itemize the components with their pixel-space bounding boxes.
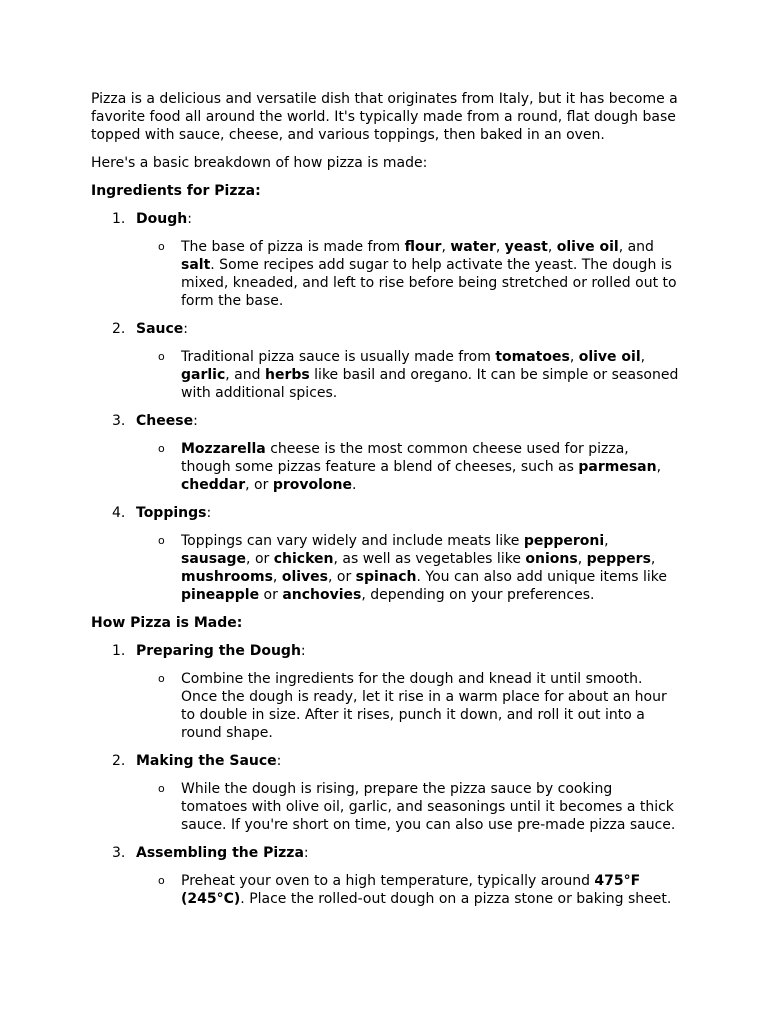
text-run: , and	[618, 239, 654, 255]
text-run: ,	[604, 533, 609, 549]
bullet-item	[91, 670, 691, 742]
text-run: ,	[640, 349, 646, 365]
text-run: or	[259, 587, 283, 603]
bold-term: mushrooms	[181, 569, 273, 585]
list-item	[91, 504, 691, 522]
breakdown-intro: Here's a basic breakdown of how pizza is made:	[91, 155, 428, 171]
bold-term: peppers	[586, 551, 651, 567]
bold-term: yeast	[504, 239, 548, 255]
bullet-marker: o	[158, 874, 165, 887]
text-run: ,	[656, 459, 662, 475]
text-run: , or	[245, 477, 273, 493]
text-run: , or	[246, 551, 274, 567]
bullet-item	[91, 238, 691, 310]
item-title: Toppings	[136, 505, 207, 521]
bullet-marker: o	[158, 782, 165, 795]
text-run: ,	[577, 551, 587, 567]
bold-term: flour	[404, 239, 442, 255]
bullet-item	[91, 440, 691, 494]
bold-term: olives	[281, 569, 328, 585]
bold-term: water	[450, 239, 496, 255]
bold-term: onions	[525, 551, 578, 567]
bold-term: olive oil	[556, 239, 619, 255]
item-title: Cheese	[136, 413, 194, 429]
bold-term: Mozzarella	[181, 441, 266, 457]
text-run: ,	[547, 239, 557, 255]
document-page	[91, 90, 691, 918]
bullet-marker: o	[158, 534, 165, 547]
list-number: 1.	[112, 643, 126, 659]
text-run: , depending on your preferences.	[361, 587, 595, 603]
text-run: Combine the ingredients for the dough and knead it until smooth. Once the dough is ready, let it rise in a warm place for about an hour to double in size. After it rises, punch it down, and roll it out into a round shape.	[181, 671, 667, 741]
text-run: ,	[650, 551, 656, 567]
bold-term: salt	[181, 257, 211, 273]
list-number: 2.	[112, 753, 126, 769]
text-run: . Some recipes add sugar to help activate the yeast. The dough is mixed, kneaded, and left to rise before being stretched or rolled out to form the base.	[181, 257, 677, 309]
item-title-suffix: :	[183, 321, 189, 337]
bullet-item	[91, 780, 691, 834]
bullet-marker: o	[158, 672, 165, 685]
item-title: Making the Sauce	[136, 753, 277, 769]
bold-term: cheddar	[181, 477, 246, 493]
bold-term: anchovies	[282, 587, 362, 603]
bold-term: pineapple	[181, 587, 260, 603]
list-number: 1.	[112, 211, 126, 227]
section-heading: How Pizza is Made:	[91, 615, 243, 631]
text-run: . Place the rolled-out dough on a pizza stone or baking sheet.	[240, 891, 672, 907]
item-title-suffix: :	[206, 505, 212, 521]
item-title-suffix: :	[187, 211, 192, 227]
item-title: Preparing the Dough	[136, 643, 301, 659]
text-run: The base of pizza is made from	[181, 239, 405, 255]
bullet-item	[91, 532, 691, 604]
text-run: ,	[441, 239, 451, 255]
text-run: like basil and oregano. It can be simple or seasoned with additional spices.	[181, 367, 679, 401]
item-title-suffix: :	[303, 845, 309, 861]
bullet-item	[91, 348, 691, 402]
text-run: cheese is the most common cheese used for pizza, though some pizzas feature a blend of cheeses, such as	[181, 441, 629, 475]
list-item	[91, 752, 691, 770]
text-run: Toppings can vary widely and include meats like	[181, 533, 524, 549]
text-run: , and	[225, 367, 265, 383]
text-run: While the dough is rising, prepare the pizza sauce by cooking tomatoes with olive oil, garlic, and seasonings until it becomes a thick sauce. If you're short on time, you can also use pre-made pizza sauce.	[181, 781, 676, 833]
text-run: ,	[569, 349, 579, 365]
text-run: ,	[495, 239, 505, 255]
list-item	[91, 210, 691, 228]
bold-term: provolone	[272, 477, 352, 493]
text-run: . You can also add unique items like	[416, 569, 668, 585]
list-item	[91, 320, 691, 338]
bold-term: tomatoes	[495, 349, 570, 365]
item-title: Dough	[136, 211, 188, 227]
intro-paragraph: Pizza is a delicious and versatile dish that originates from Italy, but it has become a favorite food all around the world. It's typically made from a round, flat dough base topped with sauce, cheese, and various toppings, then baked in an oven.	[91, 91, 678, 143]
list-item	[91, 844, 691, 862]
list-number: 3.	[112, 413, 126, 429]
list-number: 3.	[112, 845, 126, 861]
item-title-suffix: :	[193, 413, 198, 429]
bold-term: 475°F (245°C)	[181, 873, 641, 907]
bold-term: olive oil	[578, 349, 641, 365]
bold-term: herbs	[264, 367, 310, 383]
bold-term: sausage	[181, 551, 247, 567]
list-number: 4.	[112, 505, 126, 521]
item-title: Sauce	[136, 321, 184, 337]
sections-container	[91, 182, 691, 908]
text-run: , or	[328, 569, 356, 585]
text-run: Traditional pizza sauce is usually made from	[181, 349, 496, 365]
bullet-marker: o	[158, 442, 165, 455]
bold-term: spinach	[355, 569, 417, 585]
item-title-suffix: :	[276, 753, 282, 769]
list-item	[91, 642, 691, 660]
bold-term: parmesan	[578, 459, 657, 475]
bold-term: garlic	[181, 367, 226, 383]
bullet-marker: o	[158, 240, 165, 253]
text-run: .	[352, 477, 357, 493]
section-heading: Ingredients for Pizza:	[91, 183, 261, 199]
item-title-suffix: :	[300, 643, 306, 659]
bold-term: chicken	[273, 551, 334, 567]
list-number: 2.	[112, 321, 126, 337]
bullet-item	[91, 872, 691, 908]
list-item	[91, 412, 691, 430]
text-run: ,	[272, 569, 282, 585]
item-title: Assembling the Pizza	[136, 845, 304, 861]
text-run: Preheat your oven to a high temperature, typically around	[181, 873, 595, 889]
bullet-marker: o	[158, 350, 165, 363]
bold-term: pepperoni	[523, 533, 605, 549]
text-run: , as well as vegetables like	[333, 551, 526, 567]
